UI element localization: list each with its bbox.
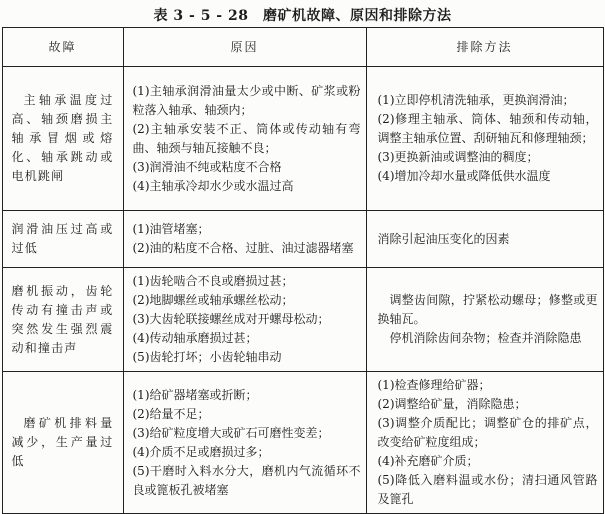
table-row	[2, 372, 603, 514]
table-row	[2, 211, 603, 268]
fault-text: 磨矿机排料量减少，生产量过低	[11, 416, 114, 468]
column-header-fault: 故障	[2, 28, 123, 67]
remedy-item: (4)增加冷却水量或降低供水温度	[377, 169, 551, 183]
fault-text: 润滑油压过高或过低	[11, 222, 114, 255]
remedy-cell	[366, 268, 603, 372]
remedy-item: (1)检查修理给矿器；	[377, 378, 491, 392]
cause-item: (3)润滑油不纯或粘度不合格	[132, 159, 282, 174]
remedy-item: (1)立即停机清洗轴承，更换润滑油；	[377, 93, 575, 107]
cause-item: (4)主轴承冷却水少或水温过高	[132, 178, 294, 193]
page-title: 表 3 - 5 - 28 磨矿机故障、原因和排除方法	[153, 8, 452, 24]
cause-item: (2)油的粘度不合格、过脏、油过滤器堵塞	[132, 241, 354, 255]
remedy-item: 停机消除齿间杂物；检查并消除隐患	[389, 331, 582, 345]
remedy-item: (2)调整给矿量，消除隐患；	[377, 397, 527, 411]
fault-text: 磨机振动，齿轮传动有撞击声或突然发生强烈震动和撞击声	[11, 283, 114, 355]
cause-item: (4)介质不足或磨损过多；	[132, 444, 270, 459]
remedy-cell	[366, 372, 603, 514]
fault-cell	[2, 268, 123, 372]
cause-item: (1)主轴承润滑油量太少或中断、矿浆或粉粒落入轴承、轴颈内；	[132, 83, 361, 117]
cause-item: (2)给量不足；	[132, 406, 210, 421]
cause-item: (3)给矿粒度增大或矿石可磨性变差；	[132, 425, 330, 440]
remedy-cell	[366, 67, 603, 211]
cause-item: (5)齿轮打坏；小齿轮轴串动	[132, 350, 282, 364]
cause-cell	[123, 211, 366, 268]
table-row	[2, 67, 603, 211]
remedy-cell	[366, 211, 603, 268]
fault-table	[2, 27, 604, 514]
cause-item: (1)给矿器堵塞或折断；	[132, 387, 258, 402]
table-row	[2, 268, 603, 372]
fault-cell	[2, 67, 123, 211]
fault-cell	[2, 211, 123, 268]
remedy-item: (2)修理主轴承、筒体、轴颈和传动轴，调整主轴承位置、刮研轴瓦和修理轴颈；	[377, 112, 598, 145]
remedy-item: (5)降低入磨料温或水份；清扫通风管路及篦孔	[377, 473, 598, 506]
cause-item: (5)干磨时入料水分大，磨机内气流循环不良或篦板孔被堵塞	[132, 463, 361, 497]
cause-cell	[123, 372, 366, 514]
remedy-item: (3)调整介质配比；调整矿仓的排矿点，改变给矿粒度组成；	[377, 416, 598, 449]
table-header-row	[2, 28, 603, 67]
cause-cell	[123, 67, 366, 211]
fault-cell	[2, 372, 123, 514]
cause-item: (1)齿轮啮合不良或磨损过甚；	[132, 274, 294, 288]
column-header-cause: 原因	[123, 28, 366, 67]
cause-item: (3)大齿轮联接螺丝成对开螺母松动；	[132, 312, 330, 326]
cause-item: (4)传动轴承磨损过甚；	[132, 331, 258, 345]
remedy-item: (4)补充磨矿介质；	[377, 454, 479, 468]
remedy-item: 消除引起油压变化的因素	[377, 231, 510, 246]
column-header-remedy: 排除方法	[366, 28, 603, 67]
cause-item: (2)地脚螺丝或轴承螺丝松动；	[132, 293, 294, 307]
fault-text: 主轴承温度过高、轴颈磨损主轴承冒烟或熔化、轴承跳动或电机跳闸	[11, 93, 114, 183]
cause-item: (1)油管堵塞；	[132, 222, 210, 236]
cause-item: (2)主轴承安装不正、筒体或传动轴有弯曲、轴颈与轴瓦接触不良；	[132, 121, 361, 155]
cause-cell	[123, 268, 366, 372]
remedy-item: (3)更换新油或调整油的稠度；	[377, 150, 539, 164]
remedy-item: 调整齿间隙，拧紧松动螺母；修整或更换轴瓦。	[377, 293, 598, 326]
